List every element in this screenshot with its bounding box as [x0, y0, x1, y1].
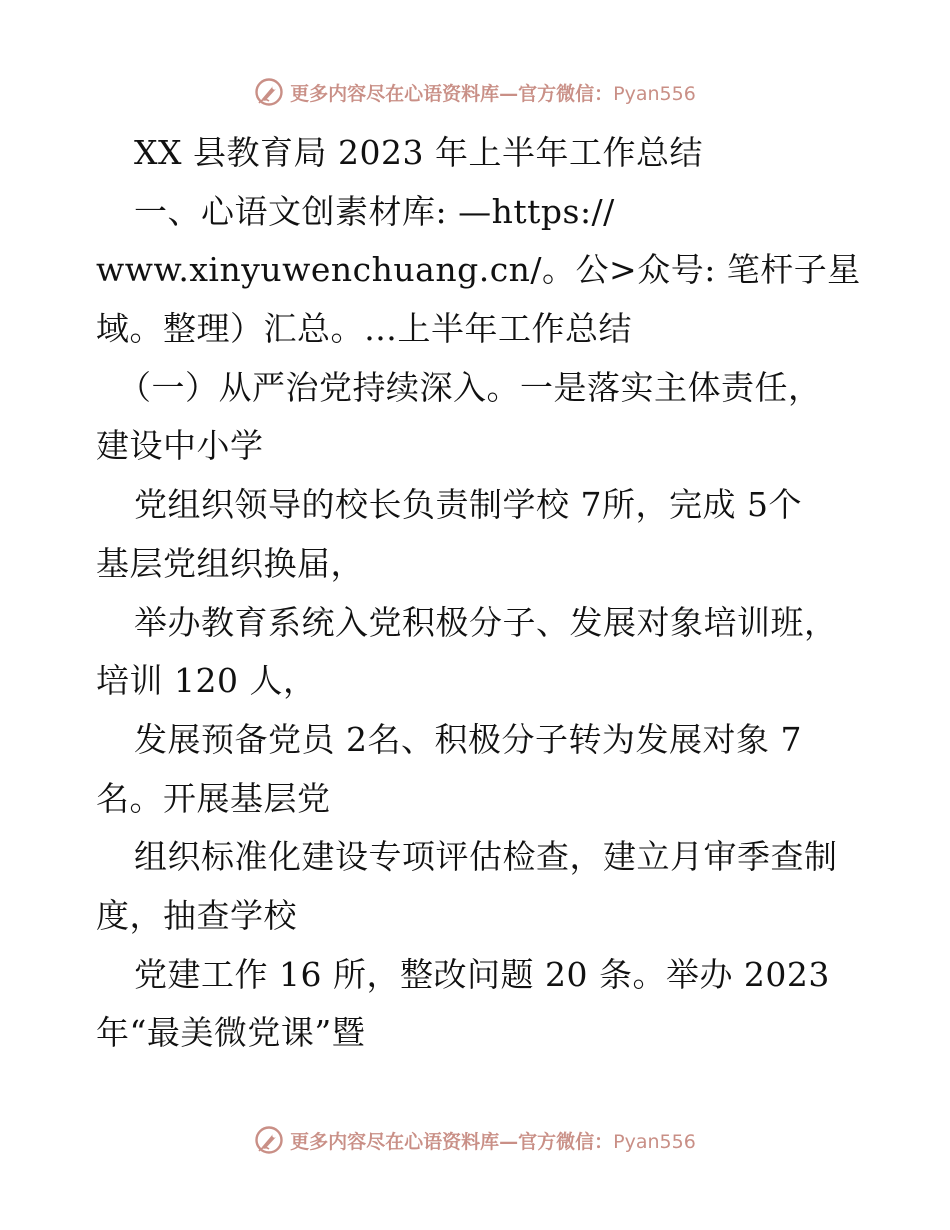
- document-line: 发展预备党员 2名、积极分子转为发展对象 7: [134, 719, 802, 759]
- header-banner-text: [290, 79, 696, 106]
- document-line: 域。整理）汇总。…上半年工作总结: [96, 309, 632, 349]
- document-line: 一、心语文创素材库: —https://: [134, 191, 615, 231]
- document-line: 党建工作 16 所，整改问题 20 条。举办 2023: [134, 954, 830, 994]
- document-line: 基层党组织换届，: [96, 543, 364, 583]
- header-banner-wechat-id: Pyan556: [613, 82, 696, 105]
- document-line: 培训 120 人，: [96, 661, 317, 701]
- document-title: XX 县教育局 2023 年上半年工作总结: [134, 133, 703, 172]
- document-line: （一）从严治党持续深入。一是落实主体责任，: [118, 367, 822, 407]
- footer-banner-text: [290, 1127, 696, 1154]
- document-line: 建设中小学: [96, 426, 264, 466]
- document-body: [96, 124, 896, 1063]
- document-line: 度，抽查学校: [96, 895, 297, 935]
- document-line: 名。开展基层党: [96, 778, 331, 818]
- header-banner-text-cn: 更多内容尽在心语资料库—官方微信：: [290, 82, 614, 105]
- document-line: 党组织领导的校长负责制学校 7所，完成 5个: [134, 485, 802, 525]
- footer-banner-text-cn: 更多内容尽在心语资料库—官方微信：: [290, 1130, 614, 1153]
- document-line: www.xinyuwenchuang.cn/。公>众号: 笔杆子星: [96, 250, 861, 290]
- footer-banner-wechat-id: Pyan556: [613, 1130, 696, 1153]
- header-banner: [0, 72, 950, 112]
- footer-banner: [0, 1120, 950, 1160]
- document-line: 组织标准化建设专项评估检查，建立月审季查制: [134, 837, 838, 877]
- document-line: 年“最美微党课”暨: [96, 1013, 366, 1053]
- pen-nib-logo-icon: [254, 1125, 284, 1155]
- pen-nib-logo-icon: [254, 77, 284, 107]
- document-line: 举办教育系统入党积极分子、发展对象培训班，: [134, 602, 838, 642]
